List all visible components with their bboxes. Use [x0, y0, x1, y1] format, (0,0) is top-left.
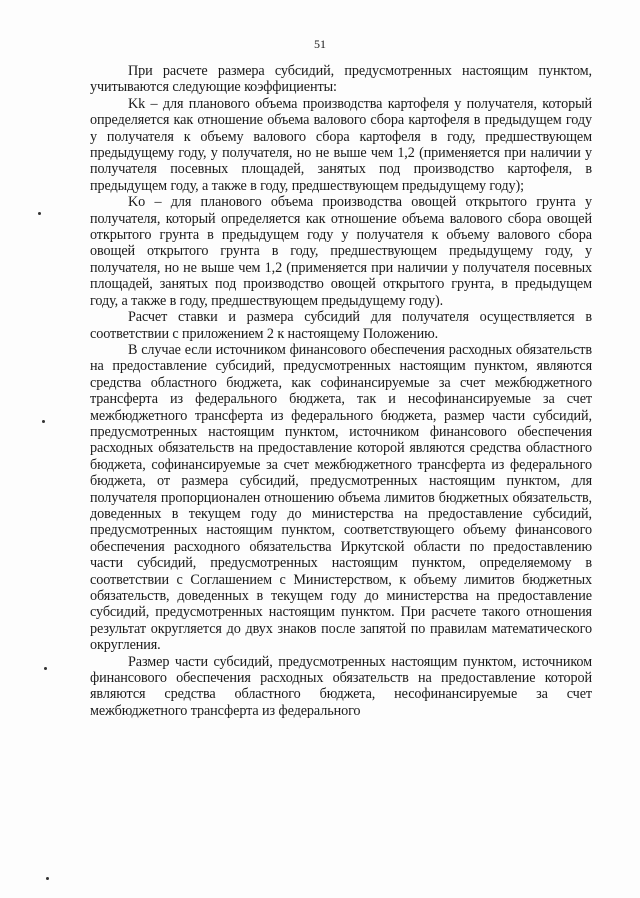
- scan-speck: [38, 212, 41, 215]
- page-number: 51: [314, 37, 326, 51]
- paragraph-rate-calculation: Расчет ставки и размера субсидий для получателя осуществляется в соответствии с приложением 2 к настоящему Положению.: [90, 309, 592, 342]
- paragraph-coefficient-ko: Ko – для планового объема производства овощей открытого грунта у получателя, который определяется как отношение объема валового сбора овощей открытого грунта в предыдущем году у получателя к объему валового сбора овощей открытого грунта в году, предшествующем предыдущему году, у получателя, но не выше чем 1,2 (применяется при наличии у получателя посевных площадей, занятых под производство овощей открытого грунта, в предыдущем году, а также в году, предшествующем предыдущему году).: [90, 194, 592, 309]
- scan-speck: [42, 420, 45, 423]
- paragraph-coefficient-kk: Kk – для планового объема производства картофеля у получателя, который определяется как отношение объема валового сбора картофеля в предыдущем году у получателя к объему валового сбора картофеля в году, предшествующем предыдущему году, у получателя, но не выше чем 1,2 (применяется при наличии у получателя посевных площадей, занятых под производство картофеля, в предыдущем году, а также в году, предшествующем предыдущему году);: [90, 95, 592, 194]
- paragraph-subsidy-part-size: Размер части субсидий, предусмотренных настоящим пунктом, источником финансового обеспечения расходных обязательств на предоставление которой являются средства областного бюджета, несофинансируемые за счет межбюджетного трансферта из федерального: [90, 653, 592, 719]
- paragraph-intro: При расчете размера субсидий, предусмотренных настоящим пунктом, учитываются следующие коэффициенты:: [90, 63, 592, 96]
- scan-speck: [46, 877, 49, 880]
- scan-speck: [44, 667, 47, 670]
- document-body: [90, 63, 592, 719]
- paragraph-cofinancing: В случае если источником финансового обеспечения расходных обязательств на предоставление субсидий, предусмотренных настоящим пунктом, являются средства областного бюджета, как софинансируемые за счет межбюджетного трансферта из федерального бюджета, так и несофинансируемые за счет межбюджетного трансферта из федерального бюджета, размер части субсидий, предусмотренных настоящим пунктом, источником финансового обеспечения расходных обязательств на предоставление которой являются средства областного бюджета, софинансируемые за счет межбюджетного трансферта из федерального бюджета, от размера субсидий, предусмотренных настоящим пунктом, для получателя пропорционален отношению объема лимитов бюджетных обязательств, доведенных в текущем году до министерства на предоставление субсидий, предусмотренных настоящим пунктом, соответствующего объему финансового обеспечения расходного обязательства Иркутской области по предоставлению части субсидий, предусмотренных настоящим пунктом, определяемому в соответствии с Соглашением с Министерством, к объему лимитов бюджетных обязательств, доведенных в текущем году до министерства на предоставление субсидий, предусмотренных настоящим пунктом. При расчете такого отношения результат округляется до двух знаков после запятой по правилам математического округления.: [90, 341, 592, 654]
